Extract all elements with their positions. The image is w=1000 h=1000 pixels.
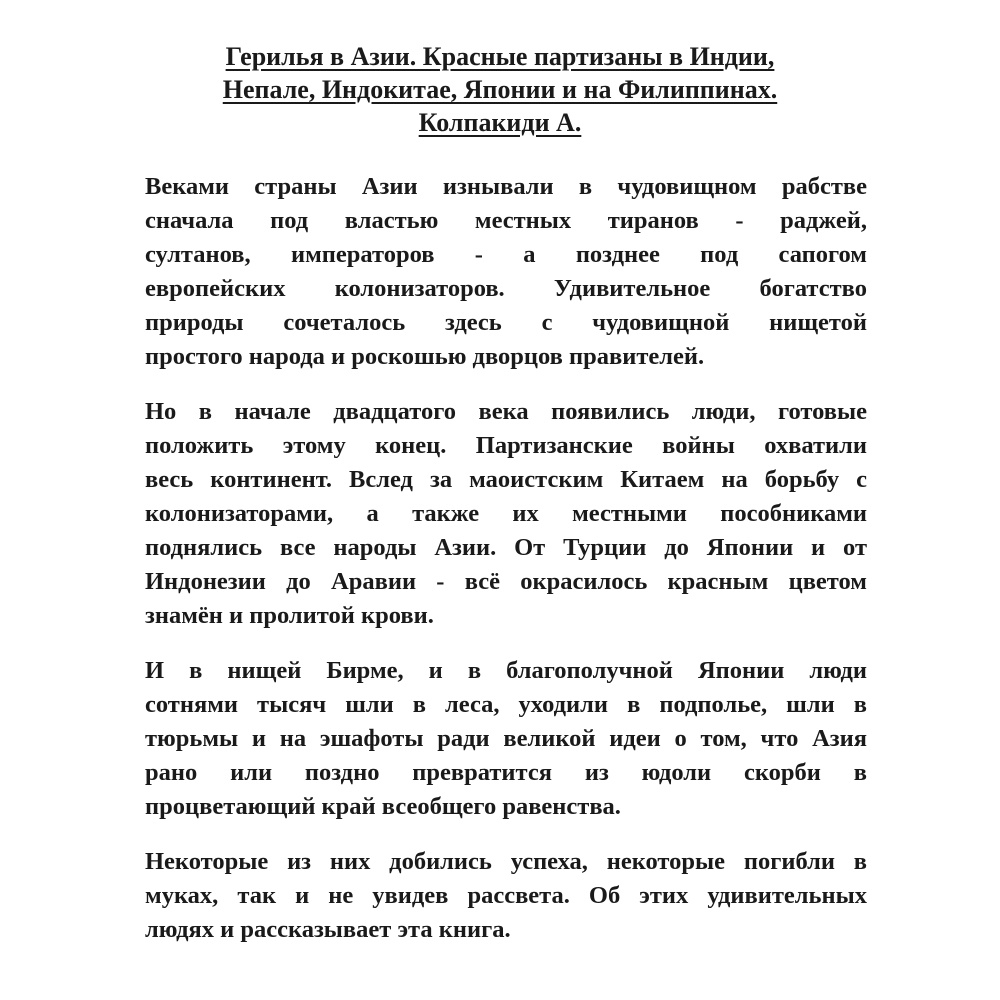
text-line: Некоторые из них добились успеха, некоторые погибли в [145, 848, 867, 875]
paragraph-4 [145, 845, 867, 947]
text-line: Индонезии до Аравии - всё окрасилось красным цветом [145, 568, 867, 595]
title-line: Непале, Индокитае, Японии и на Филиппинах. [222, 75, 778, 104]
text-line: положить этому конец. Партизанские войны охватили [145, 432, 867, 459]
text-line: тюрьмы и на эшафоты ради великой идеи о том, что Азия [145, 725, 867, 752]
text-line: сначала под властью местных тиранов - раджей, [145, 207, 867, 234]
text-line: рано или поздно превратится из юдоли скорби в [145, 759, 867, 786]
text-line: муках, так и не увидев рассвета. Об этих удивительных [145, 882, 867, 909]
text-line: процветающий край всеобщего равенства. [145, 793, 621, 820]
text-line: колонизаторами, а также их местными пособниками [145, 500, 867, 527]
text-line: людях и рассказывает эта книга. [145, 916, 511, 943]
book-title [110, 40, 890, 139]
paragraph-2 [145, 395, 867, 633]
text-line: И в нищей Бирме, и в благополучной Японии люди [145, 657, 867, 684]
text-line: простого народа и роскошью дворцов правителей. [145, 343, 705, 370]
text-line: природы сочеталось здесь с чудовищной нищетой [145, 309, 867, 336]
text-line: султанов, императоров - а позднее под сапогом [145, 241, 867, 268]
text-line: поднялись все народы Азии. От Турции до Японии и от [145, 534, 867, 561]
text-line: весь континент. Вслед за маоистским Китаем на борьбу с [145, 466, 867, 493]
text-line: знамён и пролитой крови. [145, 602, 434, 629]
text-line: сотнями тысяч шли в леса, уходили в подполье, шли в [145, 691, 867, 718]
description-body [145, 170, 867, 968]
text-line: Но в начале двадцатого века появились люди, готовые [145, 398, 867, 425]
title-author-line: Колпакиди А. [418, 108, 582, 137]
paragraph-1 [145, 170, 867, 374]
text-line: европейских колонизаторов. Удивительное богатство [145, 275, 867, 302]
title-line: Герилья в Азии. Красные партизаны в Индии, [225, 42, 775, 71]
paragraph-3 [145, 654, 867, 824]
text-line: Веками страны Азии изнывали в чудовищном рабстве [145, 173, 867, 200]
